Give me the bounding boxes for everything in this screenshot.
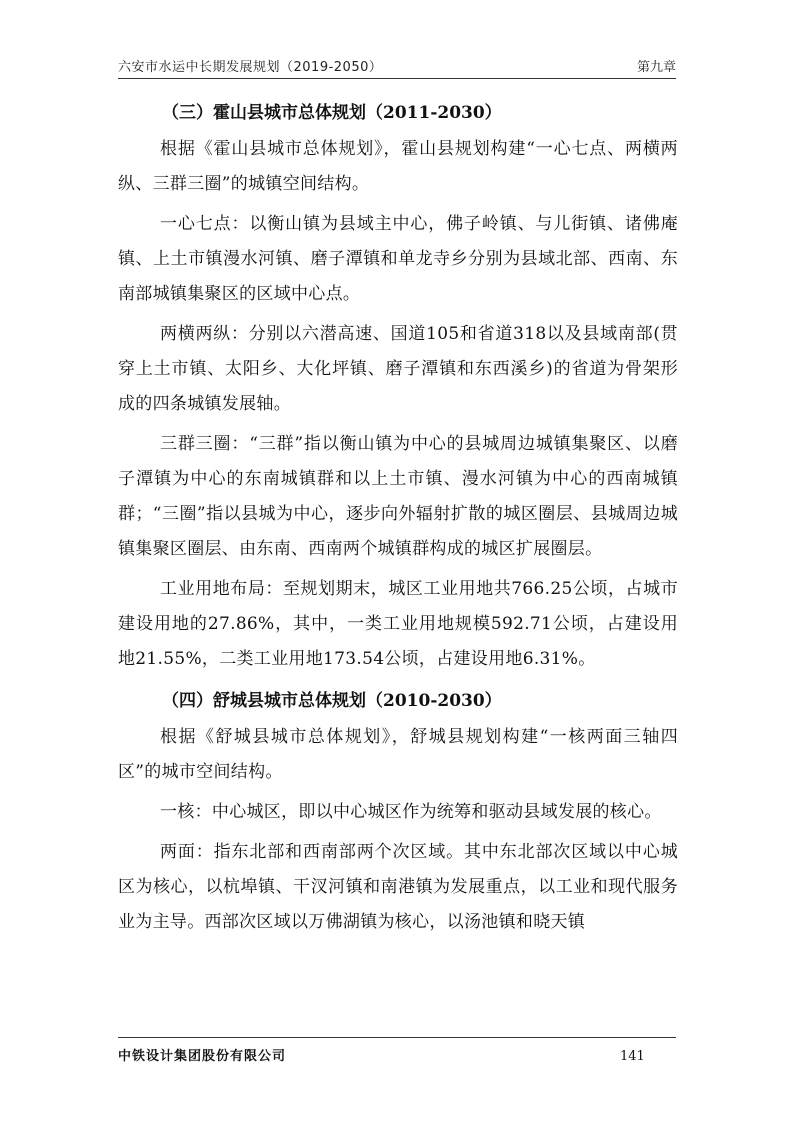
footer-company-name: 中铁设计集团股份有限公司 bbox=[118, 1049, 287, 1064]
header-title: 六安市水运中长期发展规划（2019-2050） bbox=[118, 60, 383, 75]
page-header bbox=[118, 52, 676, 78]
section-heading-huoshan: （三）霍山县城市总体规划（2011-2030） bbox=[162, 103, 502, 123]
paragraph: 一核：中心城区，即以中心城区作为统筹和驱动县域发展的核心。 bbox=[160, 802, 662, 822]
section-heading-shucheng: （四）舒城县城市总体规划（2010-2030） bbox=[162, 691, 502, 711]
header-divider bbox=[118, 78, 676, 79]
paragraph: 两横两纵：分别以六潜高速、国道105和省道318以及县域南部(贯穿上土市镇、太阳乡、大化坪镇、磨子潭镇和东西溪乡)的省道为骨架形成的四条城镇发展轴。 bbox=[118, 324, 678, 414]
document-body bbox=[118, 94, 678, 945]
paragraph: 根据《舒城县城市总体规划》，舒城县规划构建“一核两面三轴四区”的城市空间结构。 bbox=[118, 727, 678, 782]
page-number: 141 bbox=[620, 1049, 645, 1064]
footer-divider bbox=[118, 1037, 676, 1038]
paragraph: 三群三圈：“三群”指以衡山镇为中心的县城周边城镇集聚区、以磨子潭镇为中心的东南城镇群和以上土市镇、漫水河镇为中心的西南城镇群；“三圈”指以县城为中心，逐步向外辐射扩散的城区圈层、县城周边城镇集聚区圈层、由东南、西南两个城镇群构成的城区扩展圈层。 bbox=[118, 434, 678, 559]
paragraph: 一心七点：以衡山镇为县域主中心，佛子岭镇、与儿街镇、诸佛庵镇、上土市镇漫水河镇、磨子潭镇和单龙寺乡分别为县域北部、西南、东南部城镇集聚区的区域中心点。 bbox=[118, 214, 678, 304]
paragraph: 根据《霍山县城市总体规划》，霍山县规划构建“一心七点、两横两纵、三群三圈”的城镇空间结构。 bbox=[118, 139, 678, 194]
header-chapter: 第九章 bbox=[636, 60, 676, 75]
paragraph: 两面：指东北部和西南部两个次区域。其中东北部次区域以中心城区为核心，以杭埠镇、干汊河镇和南港镇为发展重点，以工业和现代服务业为主导。西部次区域以万佛湖镇为核心，以汤池镇和晓天镇 bbox=[118, 842, 678, 932]
paragraph: 工业用地布局：至规划期末，城区工业用地共766.25公顷，占城市建设用地的27.86%，其中，一类工业用地规模592.71公顷，占建设用地21.55%，二类工业用地173.54公顷，占建设用地6.31%。 bbox=[118, 579, 678, 669]
